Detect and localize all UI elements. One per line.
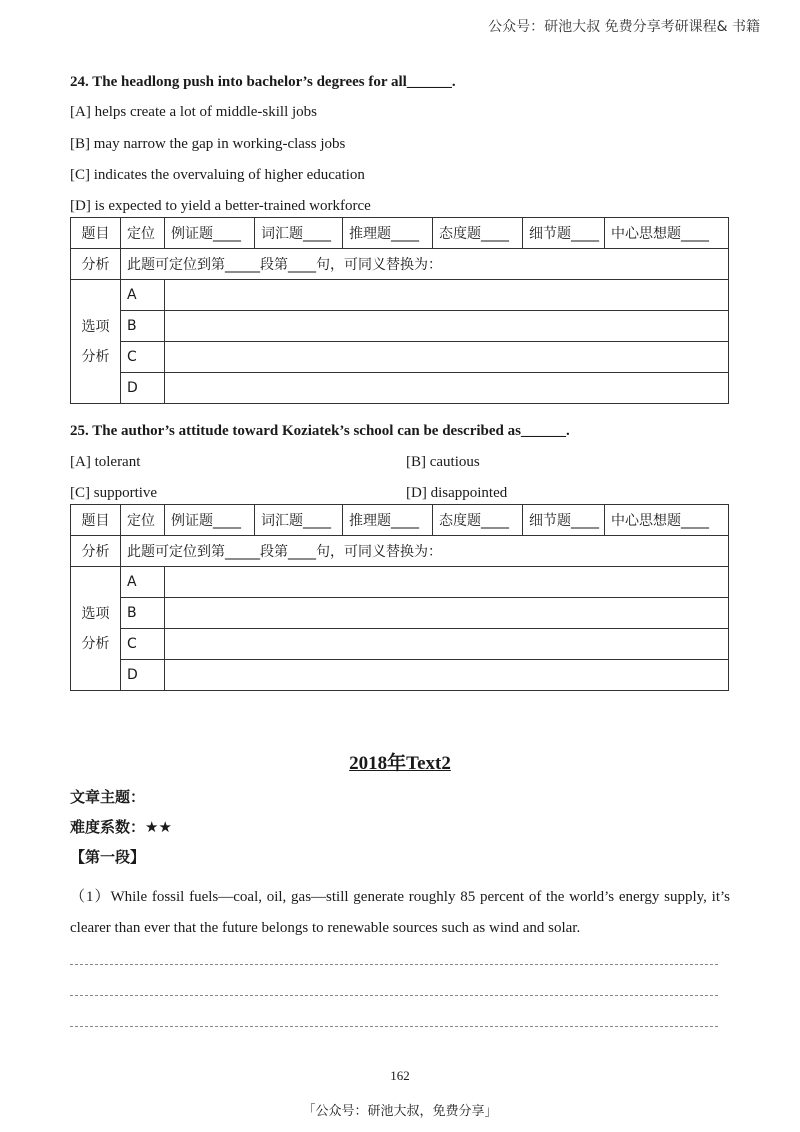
option-letter-a: A <box>121 567 165 598</box>
type-detail: 细节题____ <box>523 505 605 536</box>
answer-cell-b[interactable] <box>165 598 729 629</box>
paragraph-1: （1）While fossil fuels—coal, oil, gas—still generate roughly 85 percent of the world’s energy supply, it’s clearer than ever that the future belongs to renewable sources such as wind and solar. <box>70 889 730 936</box>
analysis-table-24 <box>70 217 729 404</box>
answer-cell-c[interactable] <box>165 629 729 660</box>
dashed-line-2[interactable] <box>70 995 718 996</box>
q25-option-a: [A] tolerant <box>70 454 141 470</box>
difficulty-label: 难度系数：★★ <box>70 818 172 836</box>
label-option-analysis-text: 分析 <box>81 635 110 652</box>
label-option-analysis <box>71 567 121 691</box>
locate-text: 此题可定位到第_____段第____句，可同义替换为： <box>121 249 729 280</box>
question-25-title: 25. The author’s attitude toward Koziatek’s school can be described as______. <box>70 423 570 439</box>
label-analysis: 分析 <box>71 249 121 280</box>
section-title: 2018年Text2 <box>349 753 451 774</box>
option-letter-c: C <box>121 629 165 660</box>
label-analysis: 分析 <box>71 536 121 567</box>
page-number: 162 <box>390 1068 410 1083</box>
label-topic: 题目 <box>71 218 121 249</box>
option-letter-a: A <box>121 280 165 311</box>
option-letter-c: C <box>121 342 165 373</box>
type-inference: 推理题____ <box>343 505 433 536</box>
type-attitude: 态度题____ <box>433 505 523 536</box>
label-option: 选项 <box>81 605 110 622</box>
type-example: 例证题____ <box>165 505 255 536</box>
type-vocab: 词汇题____ <box>255 505 343 536</box>
answer-cell-b[interactable] <box>165 311 729 342</box>
q24-option-c: [C] indicates the overvaluing of higher education <box>70 167 365 183</box>
type-attitude: 态度题____ <box>433 218 523 249</box>
locate-text: 此题可定位到第_____段第____句，可同义替换为： <box>121 536 729 567</box>
type-detail: 细节题____ <box>523 218 605 249</box>
type-main-idea: 中心思想题____ <box>605 505 729 536</box>
option-letter-b: B <box>121 598 165 629</box>
option-letter-d: D <box>121 660 165 691</box>
q24-option-a: [A] helps create a lot of middle-skill jobs <box>70 104 318 120</box>
q24-option-d: [D] is expected to yield a better-trained workforce <box>70 198 371 214</box>
analysis-table-25 <box>70 504 729 691</box>
q25-option-b: [B] cautious <box>406 454 480 470</box>
label-option: 选项 <box>81 318 110 335</box>
q25-option-d: [D] disappointed <box>406 485 508 501</box>
q24-option-b: [B] may narrow the gap in working-class jobs <box>70 136 346 152</box>
type-main-idea: 中心思想题____ <box>605 218 729 249</box>
answer-cell-d[interactable] <box>165 373 729 404</box>
label-topic: 题目 <box>71 505 121 536</box>
q25-option-c: [C] supportive <box>70 485 158 501</box>
label-option-analysis-text: 分析 <box>81 348 110 365</box>
type-locate: 定位 <box>121 505 165 536</box>
option-letter-b: B <box>121 311 165 342</box>
answer-cell-a[interactable] <box>165 567 729 598</box>
dashed-line-1[interactable] <box>70 964 718 965</box>
type-example: 例证题____ <box>165 218 255 249</box>
label-option-analysis <box>71 280 121 404</box>
type-vocab: 词汇题____ <box>255 218 343 249</box>
answer-cell-d[interactable] <box>165 660 729 691</box>
option-letter-d: D <box>121 373 165 404</box>
type-locate: 定位 <box>121 218 165 249</box>
answer-cell-a[interactable] <box>165 280 729 311</box>
type-inference: 推理题____ <box>343 218 433 249</box>
theme-label: 文章主题： <box>70 788 146 806</box>
answer-cell-c[interactable] <box>165 342 729 373</box>
footer-note: 「公众号：研池大叔，免费分享」 <box>302 1104 498 1119</box>
paragraph-label: 【第一段】 <box>70 848 146 866</box>
dashed-line-3[interactable] <box>70 1026 718 1027</box>
question-24-title: 24. The headlong push into bachelor’s degrees for all______. <box>70 74 456 90</box>
header-note: 公众号：研池大叔 免费分享考研课程& 书籍 <box>488 19 760 35</box>
